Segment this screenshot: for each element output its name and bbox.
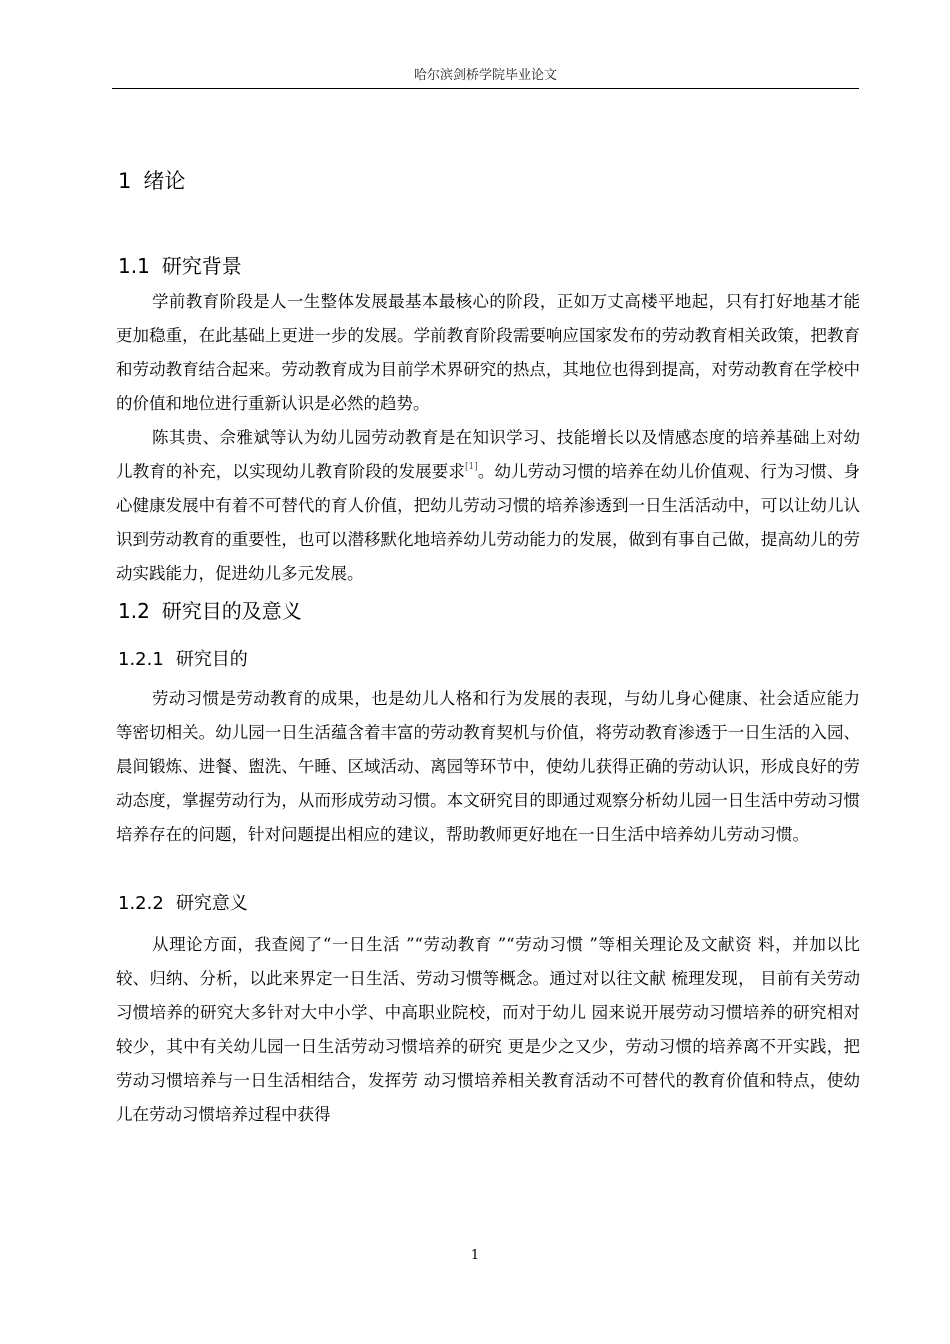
section-heading-1-2 — [118, 595, 302, 624]
paragraph-text: 陈其贵、佘雅斌等认为幼儿园劳动教育是在知识学习、技能增长以及情感态度的培养基础上对幼儿教育的补充，以实现幼儿教育阶段的发展要求 — [116, 428, 860, 481]
page-number: 1 — [470, 1248, 480, 1263]
subsection-title: 研究目的 — [175, 649, 248, 670]
subsection-heading-1-2-1 — [118, 645, 248, 671]
paragraph-text: 。幼儿劳动习惯的培养在幼儿价值观、行为习惯、身心健康发展中有着不可替代的育人价值，把幼儿劳动习惯的培养渗透到一日生活活动中，可以让幼儿认识到劳动教育的重要性，也可以潜移默化地培养幼儿劳动能力的发展，做到有事自己做，提高幼儿的劳动实践能力，促进幼儿多元发展。 — [116, 462, 861, 583]
section-number: 1.1 — [118, 254, 150, 278]
chapter-title: 绪论 — [143, 169, 186, 193]
section-title: 研究背景 — [161, 254, 242, 278]
chapter-number: 1 — [118, 169, 132, 193]
section-number: 1.2 — [118, 599, 150, 623]
subsection-number: 1.2.1 — [118, 649, 164, 670]
paragraph-purpose: 劳动习惯是劳动教育的成果，也是幼儿人格和行为发展的表现，与幼儿身心健康、社会适应能力等密切相关。幼儿园一日生活蕴含着丰富的劳动教育契机与价值，将劳动教育渗透于一日生活的入园、晨间锻炼、进餐、盥洗、午睡、区域活动、离园等环节中，使幼儿获得正确的劳动认识，形成良好的劳动态度，掌握劳动行为，从而形成劳动习惯。本文研究目的即通过观察分析幼儿园一日生活中劳动习惯培养存在的问题，针对问题提出相应的建议，帮助教师更好地在一日生活中培养幼儿劳动习惯。 — [116, 689, 860, 844]
section-title: 研究目的及意义 — [161, 599, 302, 623]
subsection-heading-1-2-2 — [118, 889, 248, 915]
header-rule — [112, 88, 859, 89]
page-header: 哈尔滨剑桥学院毕业论文 — [413, 68, 557, 83]
paragraph-significance: 从理论方面，我查阅了“一日生活 ”“劳动教育 ”“劳动习惯 ”等相关理论及文献资 料，并加以比较、归纳、分析，以此来界定一日生活、劳动习惯等概念。通过对以往文献 梳理发现， 目前有关劳动习惯培养的研究大多针对大中小学、中高职业院校，而对于幼儿 园来说开展劳动习惯培养的研究相对较少，其中有关幼儿园一日生活劳动习惯培养的研究 更是少之又少，劳动习惯的培养离不开实践，把劳动习惯培养与一日生活相结合，发挥劳 动习惯培养相关教育活动不可替代的教育价值和特点，使幼儿在劳动习惯培养过程中获得 — [116, 935, 860, 1124]
paragraph-background-2 — [116, 421, 860, 591]
section-heading-1-1 — [118, 250, 242, 279]
chapter-heading — [118, 165, 185, 195]
citation-ref: [1] — [465, 462, 478, 472]
paragraph-background-1: 学前教育阶段是人一生整体发展最基本最核心的阶段，正如万丈高楼平地起，只有打好地基才能更加稳重，在此基础上更进一步的发展。学前教育阶段需要响应国家发布的劳动教育相关政策，把教育和劳动教育结合起来。劳动教育成为目前学术界研究的热点，其地位也得到提高，对劳动教育在学校中的价值和地位进行重新认识是必然的趋势。 — [116, 292, 860, 413]
subsection-title: 研究意义 — [175, 893, 248, 914]
subsection-number: 1.2.2 — [118, 893, 164, 914]
